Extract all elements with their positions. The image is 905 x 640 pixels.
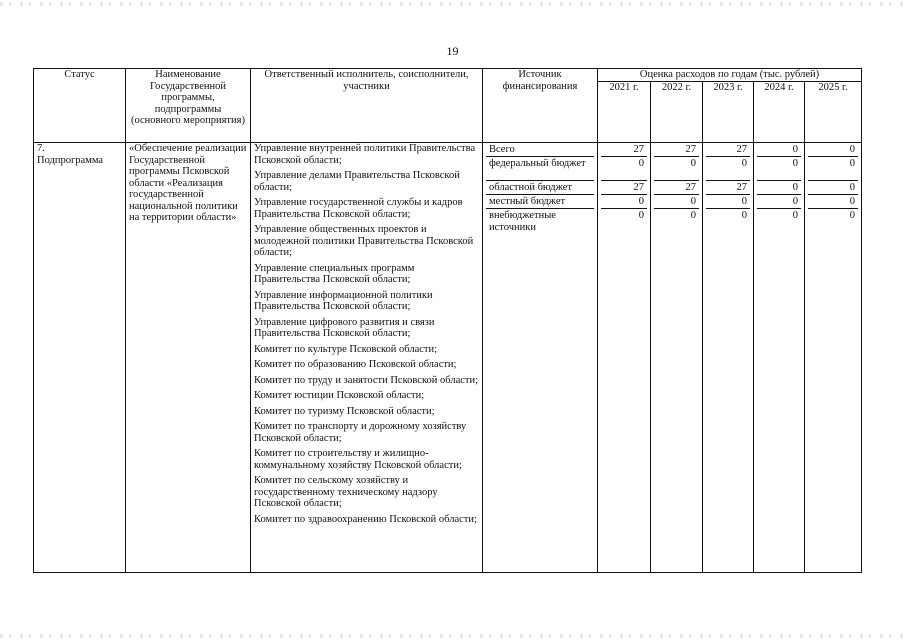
header-source: Источник финансирования bbox=[483, 69, 598, 143]
executor-item: Управление специальных программ Правительства Псковской области; bbox=[254, 262, 415, 285]
executor-item: Управление делами Правительства Псковской области; bbox=[254, 170, 460, 193]
header-year-2025: 2025 г. bbox=[805, 82, 862, 143]
executor-item: Комитет по транспорту и дорожному хозяйству Псковской области; bbox=[254, 421, 467, 444]
value-regional-2022: 27 bbox=[685, 182, 696, 193]
executors-cell bbox=[251, 143, 483, 573]
values-2021 bbox=[598, 143, 651, 573]
status-number: 7. bbox=[37, 143, 45, 154]
value-total-2025: 0 bbox=[849, 144, 855, 155]
source-federal: федеральный бюджет bbox=[489, 158, 586, 169]
values-2022 bbox=[651, 143, 703, 573]
header-estimate: Оценка расходов по годам (тыс. рублей) bbox=[598, 69, 862, 82]
value-total-2021: 27 bbox=[633, 144, 644, 155]
value-regional-2023: 27 bbox=[736, 182, 747, 193]
value-regional-2025: 0 bbox=[849, 182, 855, 193]
subprogram-name: «Обеспечение реализации Государственной программы Псковской области «Реализация государственной национальной политики на территории области» bbox=[126, 143, 251, 573]
executor-item: Комитет по образованию Псковской области; bbox=[254, 359, 457, 370]
source-total: Всего bbox=[489, 144, 515, 155]
executor-item: Комитет по здравоохранению Псковской области; bbox=[254, 513, 477, 525]
value-regional-2024: 0 bbox=[792, 182, 798, 193]
value-extrabudgetary-2022: 0 bbox=[690, 210, 696, 221]
executor-item: Комитет по сельскому хозяйству и государственному техническому надзору Псковской области; bbox=[254, 475, 438, 509]
scan-edge-top bbox=[0, 2, 905, 6]
scan-edge-bottom bbox=[0, 634, 905, 638]
header-name: Наименование Государственной программы, подпрограммы (основного мероприятия) bbox=[126, 69, 251, 143]
sources-cell bbox=[483, 143, 598, 573]
source-local: местный бюджет bbox=[489, 196, 566, 207]
executor-item: Комитет по строительству и жилищно-коммунальному хозяйству Псковской области; bbox=[254, 448, 462, 471]
value-federal-2022: 0 bbox=[690, 158, 696, 169]
executor-item: Управление цифрового развития и связи Правительства Псковской области; bbox=[254, 316, 435, 339]
executor-item: Управление государственной службы и кадров Правительства Псковской области; bbox=[254, 197, 463, 220]
header-year-2023: 2023 г. bbox=[703, 82, 754, 143]
page-number: 19 bbox=[446, 44, 459, 58]
values-2024 bbox=[754, 143, 805, 573]
value-local-2023: 0 bbox=[741, 196, 747, 207]
value-total-2022: 27 bbox=[685, 144, 696, 155]
source-extrabudgetary: внебюджетные источники bbox=[489, 210, 556, 233]
value-federal-2024: 0 bbox=[792, 158, 798, 169]
header-status: Статус bbox=[34, 69, 126, 143]
status-label: Подпрограмма bbox=[37, 154, 104, 166]
value-total-2024: 0 bbox=[792, 144, 798, 155]
value-local-2022: 0 bbox=[690, 196, 696, 207]
executor-item: Комитет по туризму Псковской области; bbox=[254, 405, 435, 417]
header-year-2021: 2021 г. bbox=[598, 82, 651, 143]
header-year-2024: 2024 г. bbox=[754, 82, 805, 143]
value-local-2024: 0 bbox=[792, 196, 798, 207]
value-extrabudgetary-2025: 0 bbox=[849, 210, 855, 221]
value-local-2025: 0 bbox=[849, 196, 855, 207]
value-regional-2021: 27 bbox=[633, 182, 644, 193]
values-2025 bbox=[805, 143, 862, 573]
source-regional: областной бюджет bbox=[489, 182, 572, 193]
values-2023 bbox=[703, 143, 754, 573]
executor-item: Комитет по культуре Псковской области; bbox=[254, 343, 438, 355]
value-extrabudgetary-2023: 0 bbox=[741, 210, 747, 221]
header-year-2022: 2022 г. bbox=[651, 82, 703, 143]
executor-item: Управление общественных проектов и молодежной политики Правительства Псковской области; bbox=[254, 224, 474, 258]
value-extrabudgetary-2021: 0 bbox=[638, 210, 644, 221]
value-total-2023: 27 bbox=[736, 144, 747, 155]
value-local-2021: 0 bbox=[638, 196, 644, 207]
executor-item: Комитет юстиции Псковской области; bbox=[254, 390, 425, 401]
value-federal-2025: 0 bbox=[849, 158, 855, 169]
value-federal-2023: 0 bbox=[741, 158, 747, 169]
value-extrabudgetary-2024: 0 bbox=[792, 210, 798, 221]
executor-item: Комитет по труду и занятости Псковской области; bbox=[254, 374, 479, 386]
expenditure-table bbox=[33, 68, 862, 573]
status-cell bbox=[34, 143, 126, 573]
header-executor: Ответственный исполнитель, соисполнители, участники bbox=[251, 69, 483, 143]
executor-item: Управление информационной политики Правительства Псковской области; bbox=[254, 289, 433, 312]
value-federal-2021: 0 bbox=[638, 158, 644, 169]
executor-item: Управление внутренней политики Правительства Псковской области; bbox=[254, 143, 476, 166]
